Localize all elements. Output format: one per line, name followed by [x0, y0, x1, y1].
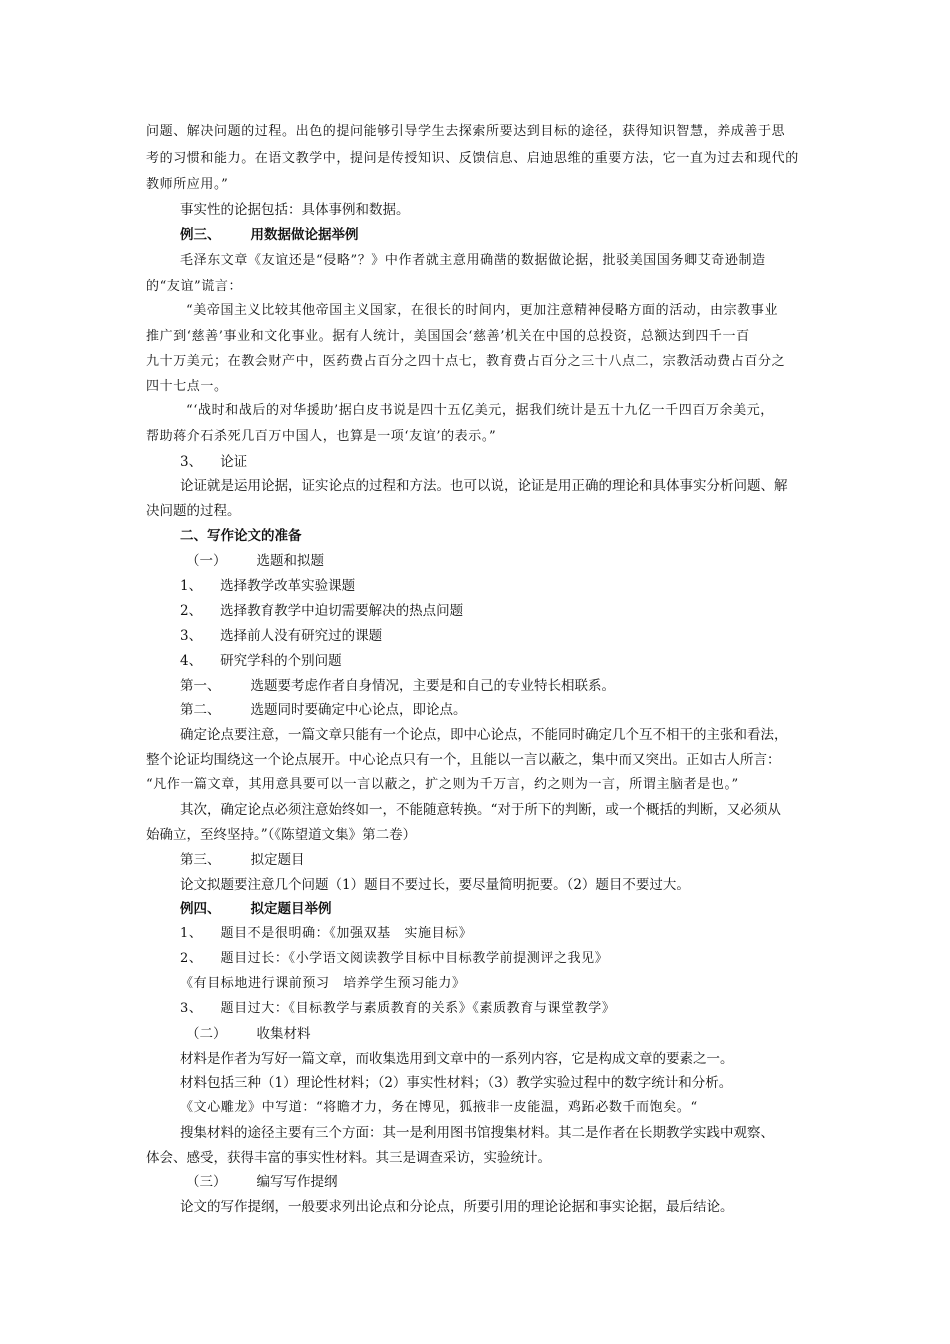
paragraph-line: 搜集材料的途径主要有三个方面：其一是利用图书馆搜集材料。其二是作者在长期教学实践中观察、: [180, 1125, 774, 1141]
quote-line: 帮助蒋介石杀死几百万中国人，也算是一项‘友谊’的表示。”: [146, 429, 497, 444]
example-number: 例三、: [180, 227, 221, 243]
paragraph-line: 论文的写作提纲，一般要求列出论点和分论点，所要引用的理论论据和事实论据，最后结论。: [180, 1199, 734, 1215]
paragraph-line: 论证就是运用论据，证实论点的过程和方法。也可以说，论证是用正确的理论和具体事实分析问题、解: [180, 478, 788, 494]
list-item: 4、 研究学科的个别问题: [180, 653, 342, 669]
point-line: 第一、 选题要考虑作者自身情况，主要是和自己的专业特长相联系。: [180, 678, 615, 694]
point-line: 第三、 拟定题目: [180, 852, 305, 868]
paragraph-line: 决问题的过程。: [146, 503, 241, 519]
section-title: 论证: [220, 454, 248, 470]
subsection-heading: （三） 编写写作提纲: [186, 1174, 338, 1190]
example-heading: 例四、 拟定题目举例: [180, 901, 332, 917]
example-heading: [180, 226, 848, 244]
list-item: 1、 选择教学改革实验课题: [180, 578, 356, 594]
quote-line: 四十七点一。: [146, 379, 228, 394]
quote-line: “凡作一篇文章，其用意具要可以一言以蔽之，扩之则为千万言，约之则为一言，所谓主脑者是也。”: [146, 777, 739, 792]
paragraph-line: 考的习惯和能力。在语文教学中，提问是传授知识、反馈信息、启迪思维的重要方法，它一直为过去和现代的: [146, 151, 799, 166]
paragraph-line: 其次，确定论点必须注意始终如一，不能随意转换。“对于所下的判断，或一个概括的判断，又必须从: [180, 802, 781, 818]
subsection-title: 选题和拟题: [256, 553, 324, 569]
paragraph-line: 始确立，至终坚持。”（《陈望道文集》第二卷）: [146, 827, 417, 843]
paragraph-line: 论文拟题要注意几个问题（1）题目不要过长，要尽量简明扼要。（2）题目不要过大。: [180, 877, 690, 893]
subsection-heading: （二） 收集材料: [186, 1026, 311, 1042]
paragraph-line: 确定论点要注意，一篇文章只能有一个论点，即中心论点，不能同时确定几个互不相干的主张和看法，: [180, 727, 788, 743]
quote-line: “‘战时和战后的对华援助’据白皮书说是四十五亿美元，据我们统计是五十九亿一千四百万余美元，: [186, 403, 774, 418]
quote-line: “美帝国主义比较其他帝国主义国家，在很长的时间内，更加注意精神侵略方面的活动，由宗教事业: [186, 303, 779, 318]
subsection-number: （一）: [186, 553, 227, 569]
quote-line: 《文心雕龙》中写道：“将瞻才力，务在博见，狐掖非一皮能温，鸡跖必数千而饱矣。“: [180, 1100, 698, 1115]
paragraph-line: 整个论证均围绕这一个论点展开。中心论点只有一个，且能以一言以蔽之，集中而又突出。正如古人所言：: [146, 752, 781, 768]
paragraph-line: 材料包括三种（1）理论性材料；（2）事实性材料；（3）教学实验过程中的数字统计和分析。: [180, 1075, 733, 1091]
list-item: 3、 题目过大：《目标教学与素质教育的关系》《素质教育与课堂教学》: [180, 1001, 616, 1016]
list-item: 1、 题目不是很明确：《加强双基 实施目标》: [180, 926, 473, 941]
paragraph-line: 事实性的论据包括：具体事例和数据。: [180, 202, 410, 218]
list-item: 2、 题目过长：《小学语文阅读教学目标中目标教学前提测评之我见》: [180, 951, 609, 966]
section-number: 3、: [180, 454, 203, 470]
section-heading: [180, 453, 848, 471]
list-item: 《有目标地进行课前预习 培养学生预习能力》: [180, 976, 466, 991]
example-title: 用数据做论据举例: [250, 227, 359, 243]
paragraph-line: 体会、感受，获得丰富的事实性材料。其三是调查采访，实验统计。: [146, 1150, 551, 1166]
chapter-heading: 二、写作论文的准备: [180, 528, 302, 544]
paragraph-line: 毛泽东文章《友谊还是“侵略”？》中作者就主意用确凿的数据做论据，批驳美国国务卿艾奇逊制造: [180, 253, 766, 268]
paragraph-line: 教师所应用。”: [146, 177, 229, 192]
list-item: 3、 选择前人没有研究过的课题: [180, 628, 383, 644]
paragraph-line: 问题、解决问题的过程。出色的提问能够引导学生去探索所要达到目标的途径，获得知识智慧，养成善于思: [146, 124, 786, 139]
quote-line: 推广到‘慈善’事业和文化事业。据有人统计，美国国会‘慈善’机关在中国的总投资，总额达到四千一百: [146, 329, 750, 344]
paragraph-line: 材料是作者为写好一篇文章，而收集选用到文章中的一系列内容，它是构成文章的要素之一。: [180, 1051, 734, 1067]
quote-line: 九十万美元；在教会财产中，医药费占百分之四十点七，教育费占百分之三十八点二，宗教活动费占百分之: [146, 354, 786, 369]
list-item: 2、 选择教育教学中迫切需要解决的热点问题: [180, 603, 464, 619]
point-line: 第二、 选题同时要确定中心论点，即论点。: [180, 702, 467, 718]
subsection-heading: [186, 552, 854, 570]
paragraph-line: 的“友谊”谎言：: [146, 279, 243, 294]
